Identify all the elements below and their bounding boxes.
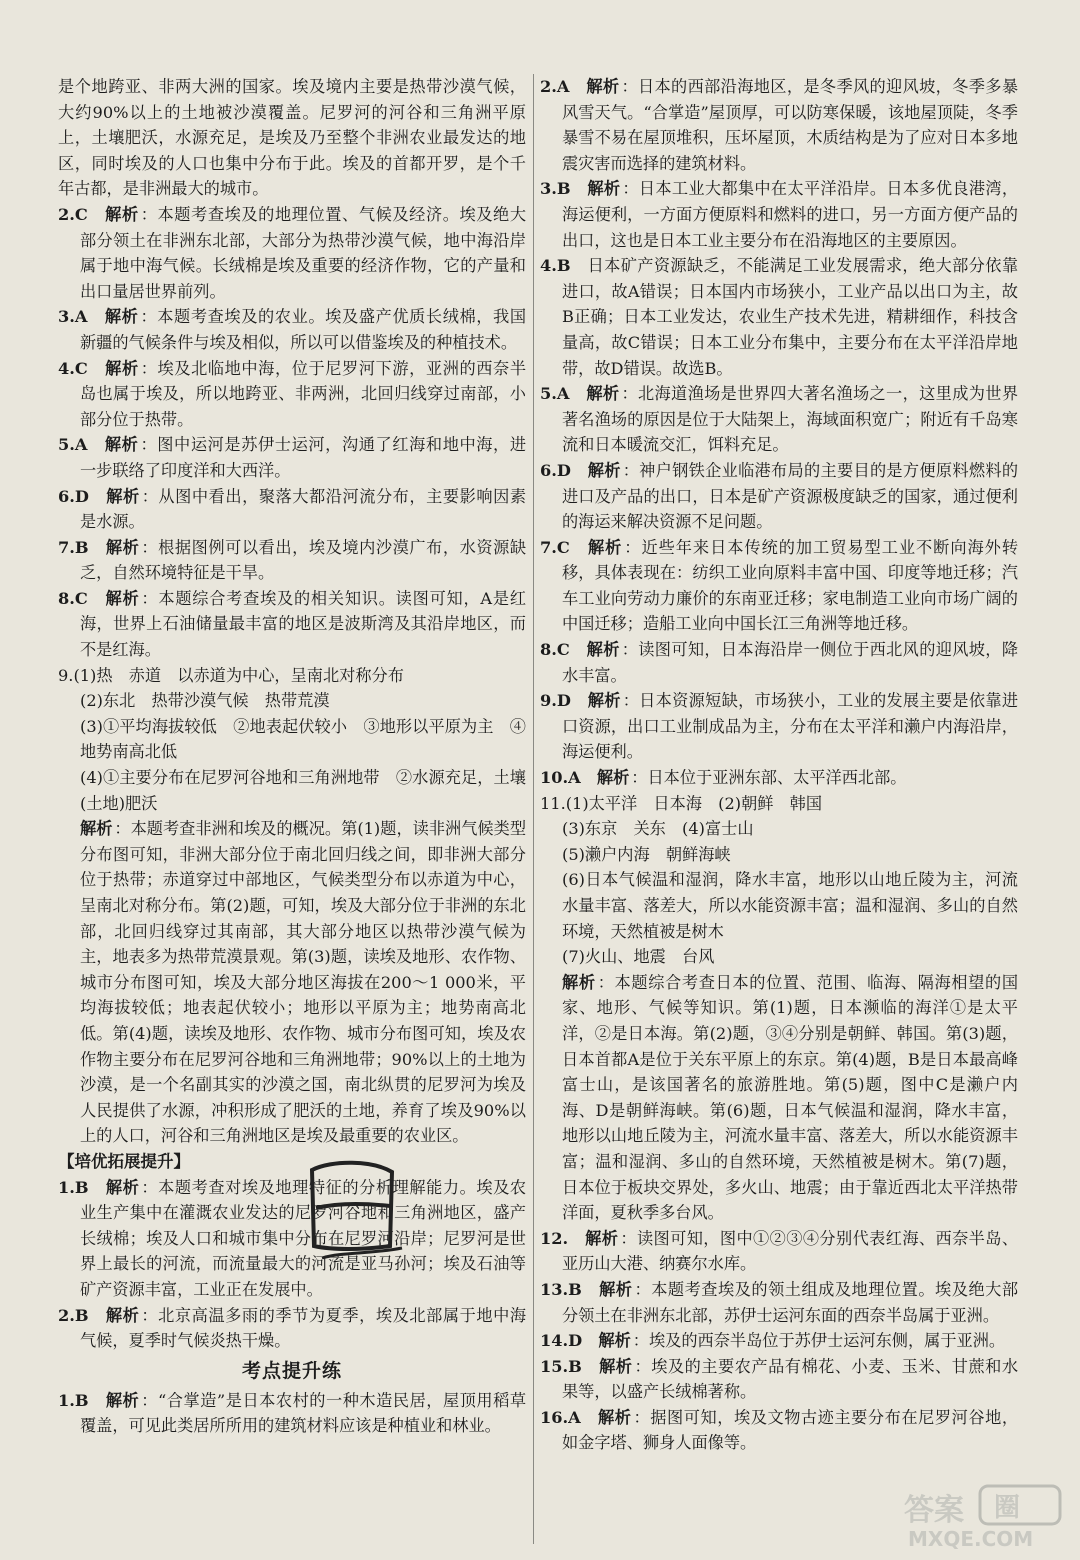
question-number: 12. <box>540 1228 569 1248</box>
analysis-text: 本题考查埃及的领土组成及地理位置。埃及绝大部分领土在非洲东北部，苏伊士运河东面的西奈半岛属于亚洲。 <box>562 1279 1019 1325</box>
question-answer: 16.A 解析 ：据图可知，埃及文物古迹主要分布在尼罗河谷地，如金字塔、狮身人面像等。 <box>540 1407 1019 1453</box>
analysis-text: 北京高温多雨的季节为夏季，埃及北部属于地中海气候，夏季时气候炎热干燥。 <box>80 1305 527 1351</box>
question-answer: 3.A 解析 ：本题考查埃及的农业。埃及盛产优质长绒棉，我国新疆的气候条件与埃及相似，所以可以借鉴埃及的种植技术。 <box>58 307 527 352</box>
analysis-label: 解析 <box>586 640 620 660</box>
analysis-label: 解析 <box>599 1356 633 1376</box>
analysis-block: 解析 ：本题考查非洲和埃及的概况。第(1)题，读非洲气候类型分布图可知，非洲大部分位于南北回归线之间，即非洲大部分位于热带；赤道穿过中部地区，气候类型分布以赤道为中心，呈南北对称分布。第(2)题，可知，埃及大部分位于非洲的东北部，北回归线穿过其南部，其大部分地区以热带沙漠气候为主，地表多为热带荒漠景观。第(3)题，读埃及地形、农作物、城市分布图可知，埃及大部分地区海拔在200～1 000米，平均海拔较低；地表起伏较小；地形以平原为主；地势南高北低。第(4)题，读埃及地形、农作物、城市分布图可知，埃及农作物主要分布在尼罗河谷地和三角洲地带；90%以上的土地为沙漠，是一个名副其实的沙漠之国，南北纵贯的尼罗河为埃及人民提供了水源，冲积形成了肥沃的土地，养育了埃及90%以上的人口，河谷和三角洲地区是埃及最重要的农业区。 <box>80 819 527 1146</box>
analysis-text: 本题考查埃及的地理位置、气候及经济。埃及绝大部分领土在非洲东北部，大部分为热带沙漠气候，地中海沿岸属于地中海气候。长绒棉是埃及重要的经济作物，它的产量和出口量居世界前列。 <box>80 204 527 301</box>
sub-answer <box>540 944 1018 970</box>
question-answer: 12. 解析 ：读图可知，图中①②③④分别代表红海、西奈半岛、亚历山大港、纳赛尔水库。 <box>540 1228 1019 1274</box>
analysis-text: 日本资源短缺，市场狭小，工业的发展主要是依靠进口资源，出口工业制成品为主，分布在太平洋和濑户内海沿岸，海运便利。 <box>562 691 1019 762</box>
question-number: 2.B <box>58 1305 89 1325</box>
question-answer: 4.C 解析 ：埃及北临地中海，位于尼罗河下游，亚洲的西奈半岛也属于埃及，所以地跨亚、非两洲，北回归线穿过南部，小部分位于热带。 <box>58 358 527 429</box>
question-answer: 9.D 解析 ：日本资源短缺，市场狭小，工业的发展主要是依靠进口资源，出口工业制成品为主，分布在太平洋和濑户内海沿岸，海运便利。 <box>540 691 1019 762</box>
analysis-text: 本题综合考查埃及的相关知识。读图可知，A是红海，世界上石油储量最丰富的地区是波斯湾及其沿岸地区，而不是红海。 <box>80 588 527 660</box>
question-answer: 6.D 解析 ：神户钢铁企业临港布局的主要目的是方便原料燃料的进口及产品的出口，日本是矿产资源极度缺乏的国家，通过便利的海运来解决资源不足问题。 <box>540 460 1019 532</box>
analysis-label: 解析 <box>106 486 140 506</box>
analysis-text: 读图可知，图中①②③④分别代表红海、西奈半岛、亚历山大港、纳赛尔水库。 <box>562 1228 1019 1274</box>
analysis-label: 解析 <box>599 1279 633 1299</box>
svg-text:圈: 圈 <box>994 1493 1021 1523</box>
analysis-block: 解析 ：本题综合考查日本的位置、范围、临海、隔海相望的国家、地形、气候等知识。第(1)题，日本濒临的海洋①是太平洋，②是日本海。第(2)题，③④分别是朝鲜、韩国。第(3)题，日本首都A是位于关东平原上的东京。第(4)题，B是日本最高峰富士山，是该国著名的旅游胜地。第(5)题，图中C是濑户内海、D是朝鲜海峡。第(6)题，日本气候温和湿润，降水丰富，地形以山地丘陵为主，河流水量丰富、落差大，所以水能资源丰富；温和湿润、多山的自然环境，天然植被是树木。第(7)题，日本位于板块交界处，多火山、地震；由于靠近西北太平洋热带洋面，夏秋季多台风。 <box>562 972 1019 1223</box>
analysis-label: 解析 <box>587 691 621 711</box>
svg-text:答案: 答案 <box>904 1493 964 1528</box>
question-number: 6.D <box>540 460 571 480</box>
right-column <box>540 74 1018 1456</box>
question-answer: 3.B 解析 ：日本工业大都集中在太平洋沿岸。日本多优良港湾，海运便利，一方面方便原料和燃料的进口，另一方面方便产品的出口，这也是日本工业主要分布在沿海地区的主要原因。 <box>540 179 1019 250</box>
question-answer: 15.B 解析 ：埃及的主要农产品有棉花、小麦、玉米、甘蔗和水果等，以盛产长绒棉著称。 <box>540 1356 1019 1402</box>
sub-answer-text: (3)东京 关东 (4)富士山 <box>562 819 754 839</box>
handwriting-scribble <box>292 1150 412 1270</box>
question-number: 6.D <box>58 486 89 506</box>
sub-answer <box>540 867 1018 944</box>
analysis-text: 埃及的主要农产品有棉花、小麦、玉米、甘蔗和水果等，以盛产长绒棉著称。 <box>562 1356 1019 1402</box>
question-number: 8.C <box>58 588 88 608</box>
question-answer: 1.B 解析 ：“合掌造”是日本农村的一种木造民居，屋顶用稻草覆盖，可见此类居所所用的建筑材料应该是种植业和林业。 <box>58 1390 527 1436</box>
question-number: 16.A <box>540 1407 581 1427</box>
analysis-label: 解析 <box>586 77 620 96</box>
watermark-logo <box>894 1482 1064 1552</box>
sub-answer-text: (2)东北 热带沙漠气候 热带荒漠 <box>80 691 330 711</box>
question-number: 14.D <box>540 1331 583 1351</box>
question-answer: 8.C 解析 ：本题综合考查埃及的相关知识。读图可知，A是红海，世界上石油储量最丰富的地区是波斯湾及其沿岸地区，而不是红海。 <box>58 588 527 660</box>
column-divider <box>533 74 534 1544</box>
question-number: 1.B <box>58 1177 89 1197</box>
analysis-text: 从图中看出，聚落大都沿河流分布，主要影响因素是水源。 <box>80 486 527 532</box>
question-number: 9.D <box>540 691 571 711</box>
sub-answer <box>58 765 526 816</box>
question-answer <box>540 253 1018 381</box>
analysis-label: 解析 <box>104 307 139 327</box>
analysis-label: 解析 <box>587 179 621 199</box>
answer-line <box>58 663 526 689</box>
question-answer: 2.A 解析 ：日本的西部沿海地区，是冬季风的迎风坡，冬季多暴风雪天气。“合掌造”屋顶厚，可以防寒保暖，该地屋顶陡，冬季暴雪不易在屋顶堆积，压坏屋顶，木质结构是为了应对日本多地震灾害而选择的建筑材料。 <box>540 77 1019 173</box>
question-number: 4.B <box>540 256 571 276</box>
analysis-text: 日本的西部沿海地区，是冬季风的迎风坡，冬季多暴风雪天气。“合掌造”屋顶厚，可以防寒保暖，该地屋顶陡，冬季暴雪不易在屋顶堆积，压坏屋顶，木质结构是为了应对日本多地震灾害而选择的建筑材料。 <box>562 77 1019 173</box>
question-number: 13.B <box>540 1279 582 1299</box>
question-answer: 8.C 解析 ：读图可知，日本海沿岸一侧位于西北风的迎风坡，降水丰富。 <box>540 640 1019 685</box>
question-number: 8.C <box>540 640 570 660</box>
analysis-text: 根据图例可以看出，埃及境内沙漠广布，水资源缺乏，自然环境特征是干旱。 <box>80 537 527 583</box>
analysis-text: 埃及北临地中海，位于尼罗河下游，亚洲的西奈半岛也属于埃及，所以地跨亚、非两洲，北回归线穿过南部，小部分位于热带。 <box>80 358 527 429</box>
question-answer: 7.B 解析 ：根据图例可以看出，埃及境内沙漠广布，水资源缺乏，自然环境特征是干旱。 <box>58 537 527 583</box>
analysis-label: 解析 <box>80 819 113 839</box>
analysis-label: 解析 <box>598 1331 631 1351</box>
analysis-label: 解析 <box>105 588 140 608</box>
analysis-text: 本题考查非洲和埃及的概况。第(1)题，读非洲气候类型分布图可知，非洲大部分位于南北回归线之间，即非洲大部分位于热带；赤道穿过中部地区，气候类型分布以赤道为中心，呈南北对称分布。第(2)题，可知，埃及大部分位于非洲的东北部，北回归线穿过其南部，其大部分地区以热带沙漠气候为主，地表多为热带荒漠景观。第(3)题，读埃及地形、农作物、城市分布图可知，埃及大部分地区海拔在200～1 000米，平均海拔较低；地表起伏较小；地形以平原为主；地势南高北低。第(4)题，读埃及地形、农作物、城市分布图可知，埃及农作物主要分布在尼罗河谷地和三角洲地带；90%以上的土地为沙漠，是一个名副其实的沙漠之国，南北纵贯的尼罗河为埃及人民提供了水源，冲积形成了肥沃的土地，养育了埃及90%以上的人口，河谷和三角洲地区是埃及最重要的农业区。 <box>80 819 527 1146</box>
sub-answer-text: (7)火山、地震 台风 <box>562 947 715 967</box>
sub-answer <box>58 688 526 714</box>
continued-text: 是个地跨亚、非两大洲的国家。埃及境内主要是热带沙漠气候，大约90%以上的土地被沙漠覆盖。尼罗河的河谷和三角洲平原上，土壤肥沃，水源充足，是埃及乃至整个非洲农业最发达的地区，同时埃及的人口也集中分布于此。埃及的首都开罗，是个千年古都，是非洲最大的城市。 <box>58 77 526 199</box>
analysis-label: 解析 <box>105 1390 140 1410</box>
svg-text:MXQE.COM: MXQE.COM <box>908 1527 1034 1551</box>
question-number: 15.B <box>540 1356 582 1376</box>
analysis-text: 本题综合考查日本的位置、范围、临海、隔海相望的国家、地形、气候等知识。第(1)题，日本濒临的海洋①是太平洋，②是日本海。第(2)题，③④分别是朝鲜、韩国。第(3)题，日本首都A是位于关东平原上的东京。第(4)题，B是日本最高峰富士山，是该国著名的旅游胜地。第(5)题，图中C是濑户内海、D是朝鲜海峡。第(6)题，日本气候温和湿润，降水丰富，地形以山地丘陵为主，河流水量丰富、落差大，所以水能资源丰富；温和湿润、多山的自然环境，天然植被是树木。第(7)题，日本位于板块交界处，多火山、地震；由于靠近西北太平洋热带洋面，夏秋季多台风。 <box>562 972 1019 1223</box>
analysis-label: 解析 <box>104 435 139 455</box>
analysis-label: 解析 <box>105 537 140 557</box>
answer-text: 9.(1)热 赤道 以赤道为中心，呈南北对称分布 <box>58 665 404 685</box>
question-answer: 5.A 解析 ：北海道渔场是世界四大著名渔场之一，这里成为世界著名渔场的原因是位于大陆架上，海域面积宽广；附近有千岛寒流和日本暖流交汇，饵料充足。 <box>540 384 1019 455</box>
analysis-label: 解析 <box>596 768 630 788</box>
analysis-text: 日本矿产资源缺乏，不能满足工业发展需求，绝大部分依靠进口，故A错误；日本国内市场狭小，工业产品以出口为主，故B正确；日本工业发达，农业生产技术先进，精耕细作，科技含量高，故C错误；日本工业分布集中，主要分布在太平洋沿岸地带，故D错误。故选B。 <box>562 256 1019 378</box>
question-number: 1.B <box>58 1390 89 1410</box>
analysis-label: 解析 <box>586 384 620 404</box>
analysis-label: 解析 <box>105 204 139 224</box>
question-number: 5.A <box>540 384 570 404</box>
question-number: 7.C <box>540 537 570 557</box>
question-number: 2.A <box>540 77 570 96</box>
answer-text: 11.(1)太平洋 日本海 (2)朝鲜 韩国 <box>540 793 823 813</box>
question-number: 2.C <box>58 204 88 224</box>
analysis-text: 近些年来日本传统的加工贸易型工业不断向海外转移，具体表现在：纺织工业向原料丰富中国、印度等地迁移；汽车工业向劳动力廉价的东南亚迁移；家电制造工业向市场广阔的中国迁移；造船工业向中国长江三角洲等地迁移。 <box>562 537 1019 634</box>
question-number: 5.A <box>58 435 88 455</box>
analysis-text: 据图可知，埃及文物古迹主要分布在尼罗河谷地，如金字塔、狮身人面像等。 <box>562 1407 1019 1453</box>
answer-line <box>540 791 1018 817</box>
analysis-label: 解析 <box>105 358 139 378</box>
question-number: 7.B <box>58 537 89 557</box>
analysis-label: 解析 <box>587 460 621 480</box>
section-heading: 【培优拓展提升】 <box>58 1151 190 1171</box>
question-number: 4.C <box>58 358 88 378</box>
analysis-text: “合掌造”是日本农村的一种木造民居，屋顶用稻草覆盖，可见此类居所所用的建筑材料应该是种植业和林业。 <box>80 1390 527 1436</box>
analysis-label: 解析 <box>105 1177 140 1197</box>
sub-answer <box>540 842 1018 868</box>
question-answer: 2.C 解析 ：本题考查埃及的地理位置、气候及经济。埃及绝大部分领土在非洲东北部，大部分为热带沙漠气候，地中海沿岸属于地中海气候。长绒棉是埃及重要的经济作物，它的产量和出口量居世界前列。 <box>58 204 527 301</box>
analysis-text: 埃及的西奈半岛位于苏伊士运河东侧，属于亚洲。 <box>648 1331 1006 1351</box>
question-answer: 10.A 解析 ：日本位于亚洲东部、太平洋西北部。 <box>540 768 907 788</box>
question-number: 3.A <box>58 307 88 327</box>
section-title: 考点提升练 <box>241 1359 342 1382</box>
question-answer: 7.C 解析 ：近些年来日本传统的加工贸易型工业不断向海外转移，具体表现在：纺织工业向原料丰富中国、印度等地迁移；汽车工业向劳动力廉价的东南亚迁移；家电制造工业向市场广阔的中国迁移；造船工业向中国长江三角洲等地迁移。 <box>540 537 1019 634</box>
analysis-text: 本题考查对埃及地理特征的分析理解能力。埃及农业生产集中在灌溉农业发达的尼罗河谷地和三角洲地区，盛产长绒棉；埃及人口和城市集中分布在尼罗河沿岸；尼罗河是世界上最长的河流，而流量最大的河流是亚马孙河；埃及石油等矿产资源丰富，工业正在发展中。 <box>80 1177 527 1299</box>
analysis-label: 解析 <box>598 1407 632 1427</box>
analysis-label: 解析 <box>105 1305 140 1325</box>
sub-answer-text: (6)日本气候温和湿润，降水丰富，地形以山地丘陵为主，河流水量丰富、落差大，所以水能资源丰富；温和湿润、多山的自然环境，天然植被是树木 <box>562 870 1018 941</box>
question-answer: 13.B 解析 ：本题考查埃及的领土组成及地理位置。埃及绝大部分领土在非洲东北部，苏伊士运河东面的西奈半岛属于亚洲。 <box>540 1279 1019 1325</box>
question-answer: 14.D 解析 ：埃及的西奈半岛位于苏伊士运河东侧，属于亚洲。 <box>540 1331 1006 1351</box>
sub-answer-text: (3)①平均海拔较低 ②地表起伏较小 ③地形以平原为主 ④地势南高北低 <box>80 716 526 762</box>
question-answer: 2.B 解析 ：北京高温多雨的季节为夏季，埃及北部属于地中海气候，夏季时气候炎热干燥。 <box>58 1305 527 1351</box>
question-number: 10.A <box>540 768 581 788</box>
analysis-text: 图中运河是苏伊士运河，沟通了红海和地中海，进一步联络了印度洋和大西洋。 <box>80 435 527 480</box>
question-number: 3.B <box>540 179 571 199</box>
sub-answer-text: (5)濑户内海 朝鲜海峡 <box>562 844 731 864</box>
analysis-label: 解析 <box>585 1228 619 1248</box>
question-answer: 1.B 解析 ：本题考查对埃及地理特征的分析理解能力。埃及农业生产集中在灌溉农业发达的尼罗河谷地和三角洲地区，盛产长绒棉；埃及人口和城市集中分布在尼罗河沿岸；尼罗河是世界上最长的河流，而流量最大的河流是亚马孙河；埃及石油等矿产资源丰富，工业正在发展中。 <box>58 1177 527 1299</box>
question-answer: 5.A 解析 ：图中运河是苏伊士运河，沟通了红海和地中海，进一步联络了印度洋和大西洋。 <box>58 435 527 480</box>
analysis-text: 读图可知，日本海沿岸一侧位于西北风的迎风坡，降水丰富。 <box>562 640 1019 685</box>
analysis-label: 解析 <box>587 537 623 557</box>
analysis-text: 神户钢铁企业临港布局的主要目的是方便原料燃料的进口及产品的出口，日本是矿产资源极度缺乏的国家，通过便利的海运来解决资源不足问题。 <box>562 460 1019 532</box>
analysis-text: 北海道渔场是世界四大著名渔场之一，这里成为世界著名渔场的原因是位于大陆架上，海域面积宽广；附近有千岛寒流和日本暖流交汇，饵料充足。 <box>562 384 1019 455</box>
analysis-text: 日本位于亚洲东部、太平洋西北部。 <box>647 768 907 788</box>
analysis-text: 日本工业大都集中在太平洋沿岸。日本多优良港湾，海运便利，一方面方便原料和燃料的进口，另一方面方便产品的出口，这也是日本工业主要分布在沿海地区的主要原因。 <box>562 179 1019 250</box>
analysis-text: 本题考查埃及的农业。埃及盛产优质长绒棉，我国新疆的气候条件与埃及相似，所以可以借鉴埃及的种植技术。 <box>80 307 527 352</box>
sub-answer <box>58 714 526 765</box>
question-answer: 6.D 解析 ：从图中看出，聚落大都沿河流分布，主要影响因素是水源。 <box>58 486 527 532</box>
sub-answer <box>540 816 1018 842</box>
sub-answer-text: (4)①主要分布在尼罗河谷地和三角洲地带 ②水源充足，土壤(土地)肥沃 <box>80 768 526 813</box>
analysis-label: 解析 <box>562 972 596 992</box>
